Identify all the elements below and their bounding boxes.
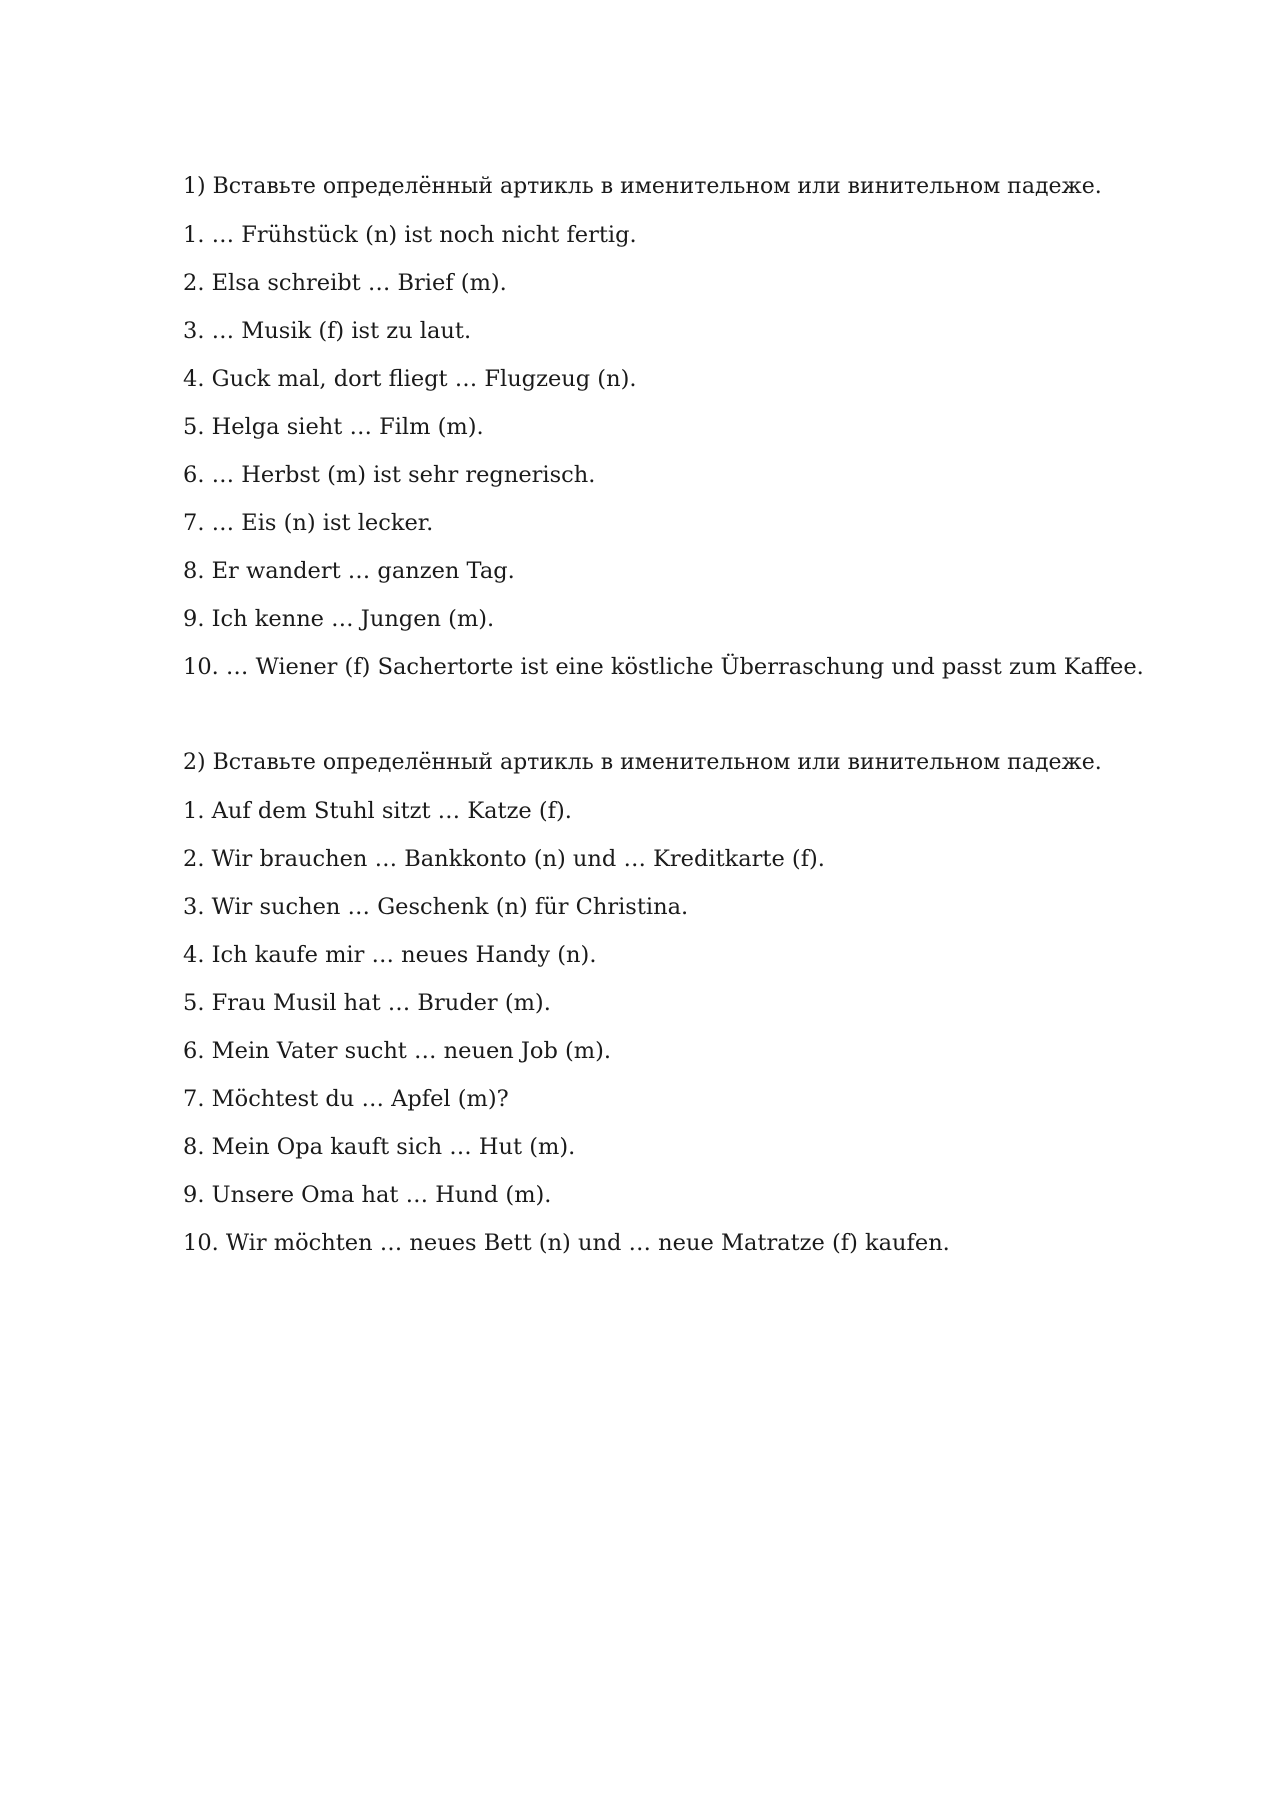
exercise-item: 9. Ich kenne … Jungen (m). — [183, 606, 495, 632]
exercise-item: 8. Mein Opa kauft sich … Hut (m). — [183, 1134, 576, 1160]
exercise-item: 3. Wir suchen … Geschenk (n) für Christina. — [183, 894, 689, 920]
exercise-item: 7. … Eis (n) ist lecker. — [183, 510, 434, 536]
exercise-section-1 — [183, 170, 1183, 698]
exercise-item: 4. Ich kaufe mir … neues Handy (n). — [183, 942, 597, 968]
exercise-item: 10. … Wiener (f) Sachertorte ist eine köstliche Überraschung und passt zum Kaffee. — [183, 654, 1144, 680]
exercise-item: 2. Wir brauchen … Bankkonto (n) und … Kreditkarte (f). — [183, 846, 825, 872]
exercise-item: 3. … Musik (f) ist zu laut. — [183, 318, 472, 344]
exercise-item: 6. Mein Vater sucht … neuen Job (m). — [183, 1038, 612, 1064]
exercise-item: 9. Unsere Oma hat … Hund (m). — [183, 1182, 552, 1208]
exercise-heading: 2) Вставьте определённый артикль в именительном или винительном падеже. — [183, 750, 1102, 775]
exercise-item: 5. Helga sieht … Film (m). — [183, 414, 484, 440]
exercise-section-2 — [183, 746, 1183, 1274]
exercise-item: 1. … Frühstück (n) ist noch nicht fertig. — [183, 222, 637, 248]
exercise-item: 8. Er wandert … ganzen Tag. — [183, 558, 515, 584]
exercise-item: 1. Auf dem Stuhl sitzt … Katze (f). — [183, 798, 572, 824]
exercise-item: 4. Guck mal, dort fliegt … Flugzeug (n). — [183, 366, 637, 392]
exercise-item: 6. … Herbst (m) ist sehr regnerisch. — [183, 462, 596, 488]
exercise-item: 5. Frau Musil hat … Bruder (m). — [183, 990, 551, 1016]
exercise-item: 7. Möchtest du … Apfel (m)? — [183, 1086, 509, 1112]
exercise-heading: 1) Вставьте определённый артикль в именительном или винительном падеже. — [183, 174, 1102, 199]
exercise-item: 10. Wir möchten … neues Bett (n) und … neue Matratze (f) kaufen. — [183, 1230, 950, 1256]
exercise-item: 2. Elsa schreibt … Brief (m). — [183, 270, 507, 296]
